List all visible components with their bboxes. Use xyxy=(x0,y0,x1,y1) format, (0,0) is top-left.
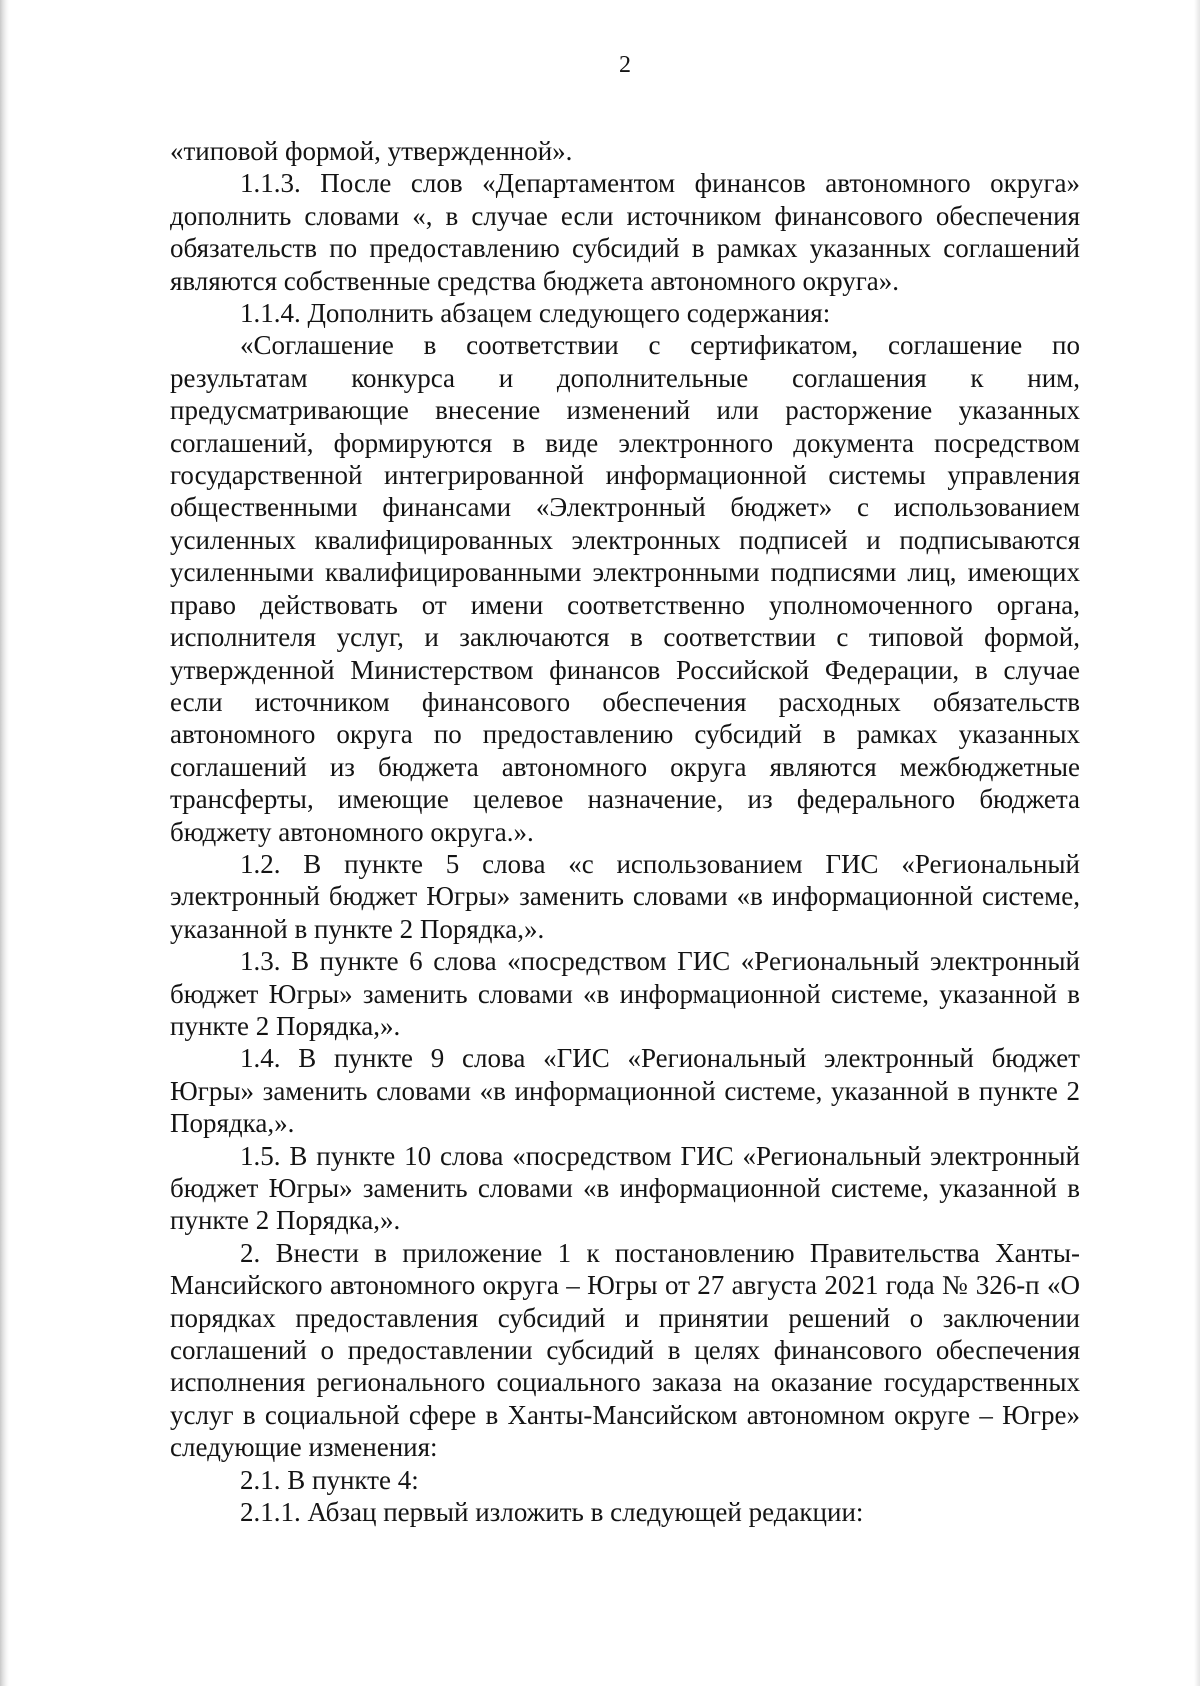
scan-edge-left xyxy=(0,0,9,1686)
paragraph-1-5: 1.5. В пункте 10 слова «посредством ГИС «Региональный электронный бюджет Югры» заменить словами «в информационной системе, указанной в пункте 2 Порядка,». xyxy=(170,1140,1080,1236)
document-body xyxy=(170,135,1080,1528)
paragraph-1-4: 1.4. В пункте 9 слова «ГИС «Региональный электронный бюджет Югры» заменить словами «в информационной системе, указанной в пункте 2 Порядка,». xyxy=(170,1043,1080,1139)
page-number: 2 xyxy=(619,52,631,78)
paragraph-continuation: «типовой формой, утвержденной». xyxy=(170,136,573,166)
paragraph-1-1-4: 1.1.4. Дополнить абзацем следующего содержания: xyxy=(240,298,831,329)
paragraph-quoted-agreement: «Соглашение в соответствии с сертификатом, соглашение по результатам конкурса и дополнительные соглашения к ним, предусматривающие внесение изменений или расторжение указанных соглашений, формируются в виде электронного документа посредством государственной интегрированной информационной системы управления общественными финансами «Электронный бюджет» с использованием усиленных квалифицированных электронных подписей и подписываются усиленными квалифицированными электронными подписями лиц, имеющих право действовать от имени соответственно уполномоченного органа, исполнителя услуг, и заключаются в соответствии с типовой формой, утвержденной Министерством финансов Российской Федерации, в случае если источником финансового обеспечения расходных обязательств автономного округа по предоставлению субсидий в рамках указанных соглашений из бюджета автономного округа являются межбюджетные трансферты, имеющие целевое назначение, из федерального бюджета бюджету автономного округа.». xyxy=(170,330,1080,847)
paragraph-2: 2. Внести в приложение 1 к постановлению Правительства Ханты-Мансийского автономного округа – Югры от 27 августа 2021 года № 326-п «О порядках предоставления субсидий и принятии решений о заключении соглашений о предоставлении субсидий в целях финансового обеспечения исполнения регионального социального заказа на оказание государственных услуг в социальной сфере в Ханты-Мансийском автономном округе – Югре» следующие изменения: xyxy=(170,1237,1080,1463)
paragraph-1-3: 1.3. В пункте 6 слова «посредством ГИС «Региональный электронный бюджет Югры» заменить словами «в информационной системе, указанной в пункте 2 Порядка,». xyxy=(170,946,1080,1041)
paragraph-2-1: 2.1. В пункте 4: xyxy=(240,1464,419,1495)
paragraph-1-1-3: 1.1.3. После слов «Департаментом финансов автономного округа» дополнить словами «, в случае если источником финансового обеспечения обязательств по предоставлению субсидий в рамках указанных соглашений являются собственные средства бюджета автономного округа». xyxy=(170,168,1080,296)
scan-edge-right xyxy=(1194,0,1200,1686)
paragraph-2-1-1: 2.1.1. Абзац первый изложить в следующей редакции: xyxy=(240,1497,864,1528)
paragraph-1-2: 1.2. В пункте 5 слова «с использованием ГИС «Региональный электронный бюджет Югры» заменить словами «в информационной системе, указанной в пункте 2 Порядка,». xyxy=(170,848,1080,944)
